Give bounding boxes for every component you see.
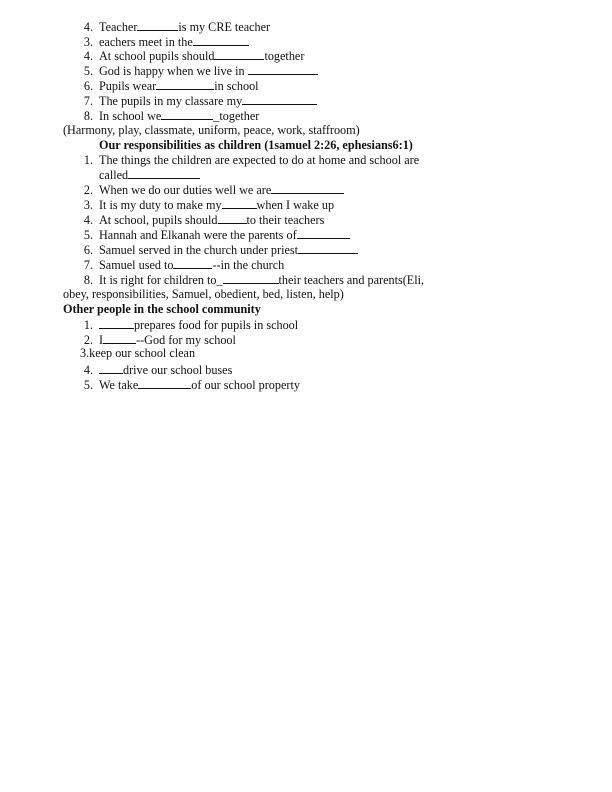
item-number: 8. bbox=[83, 273, 93, 287]
item-text: God is happy when we live in bbox=[99, 64, 248, 78]
item-text: --God for my school bbox=[136, 333, 236, 347]
question-item-continued bbox=[99, 167, 200, 182]
item-text: Hannah and Elkanah were the parents of bbox=[99, 228, 297, 242]
item-number: 5. bbox=[83, 378, 93, 392]
answer-blank[interactable] bbox=[138, 377, 191, 389]
answer-blank[interactable] bbox=[223, 272, 279, 284]
question-item bbox=[76, 362, 232, 377]
item-number: 3. bbox=[83, 35, 93, 49]
item-text: Samuel served in the church under priest bbox=[99, 243, 298, 257]
question-item bbox=[76, 182, 344, 197]
answer-blank[interactable] bbox=[242, 93, 317, 105]
item-text: --in the church bbox=[212, 258, 285, 272]
question-item bbox=[76, 78, 259, 93]
item-text: when I wake up bbox=[256, 198, 335, 212]
item-text: The things the children are expected to do at home and school are bbox=[99, 153, 420, 167]
item-text: It is my duty to make my bbox=[99, 198, 222, 212]
item-number: 2. bbox=[83, 183, 93, 197]
item-text: called bbox=[99, 168, 129, 182]
answer-blank[interactable] bbox=[214, 48, 264, 60]
item-number: 3. bbox=[83, 198, 93, 212]
question-item bbox=[80, 346, 195, 360]
question-item bbox=[76, 257, 284, 272]
item-number: 5. bbox=[83, 228, 93, 242]
item-number: 4. bbox=[83, 49, 93, 63]
item-text: In school we bbox=[99, 109, 162, 123]
item-text: Samuel used to bbox=[99, 258, 174, 272]
item-text: When we do our duties well we are bbox=[99, 183, 272, 197]
item-text: I bbox=[99, 333, 104, 347]
item-text: of our school property bbox=[191, 378, 300, 392]
answer-blank[interactable] bbox=[161, 108, 213, 120]
answer-blank[interactable] bbox=[298, 242, 358, 254]
item-text: _together bbox=[213, 109, 260, 123]
word-bank: obey, responsibilities, Samuel, obedient, bed, listen, help) bbox=[63, 287, 344, 301]
item-number: 2. bbox=[83, 333, 93, 347]
question-item bbox=[76, 153, 419, 167]
item-text: The pupils in my classare my bbox=[99, 94, 243, 108]
answer-blank[interactable] bbox=[99, 317, 134, 329]
question-item bbox=[76, 108, 259, 123]
item-text: drive our school buses bbox=[123, 363, 233, 377]
question-item bbox=[76, 227, 350, 242]
question-item bbox=[76, 377, 300, 392]
question-item bbox=[76, 63, 318, 78]
item-text: Teacher bbox=[99, 20, 138, 34]
answer-blank[interactable] bbox=[103, 332, 136, 344]
item-number: 7. bbox=[83, 94, 93, 108]
section-heading-responsibilities: Our responsibilities as children (1samuel 2:26, ephesians6:1) bbox=[99, 138, 413, 152]
answer-blank[interactable] bbox=[156, 78, 214, 90]
answer-blank[interactable] bbox=[248, 63, 318, 75]
item-number: 7. bbox=[83, 258, 93, 272]
answer-blank[interactable] bbox=[128, 167, 200, 179]
item-text: We take bbox=[99, 378, 139, 392]
answer-blank[interactable] bbox=[297, 227, 350, 239]
answer-blank[interactable] bbox=[271, 182, 344, 194]
item-number: 6. bbox=[83, 243, 93, 257]
answer-blank[interactable] bbox=[222, 197, 257, 209]
question-item bbox=[76, 272, 424, 287]
item-number: 6. bbox=[83, 79, 93, 93]
word-bank: (Harmony, play, classmate, uniform, peace, work, staffroom) bbox=[63, 123, 360, 137]
item-number: 4. bbox=[83, 20, 93, 34]
answer-blank[interactable] bbox=[173, 257, 212, 269]
item-text: 3.keep our school clean bbox=[80, 346, 196, 360]
section-heading-school-community: Other people in the school community bbox=[63, 302, 261, 316]
item-text: At school, pupils should bbox=[99, 213, 218, 227]
answer-blank[interactable] bbox=[193, 34, 249, 46]
question-item bbox=[76, 197, 334, 212]
question-item bbox=[76, 34, 249, 49]
question-item bbox=[76, 242, 358, 257]
answer-blank[interactable] bbox=[99, 362, 123, 374]
item-number: 4. bbox=[83, 363, 93, 377]
item-text: in school bbox=[214, 79, 259, 93]
question-item bbox=[76, 212, 324, 227]
answer-blank[interactable] bbox=[218, 212, 247, 224]
question-item bbox=[76, 317, 298, 332]
item-number: 1. bbox=[83, 153, 93, 167]
item-text: to their teachers bbox=[246, 213, 325, 227]
item-text: Pupils wear bbox=[99, 79, 157, 93]
item-text: is my CRE teacher bbox=[178, 20, 271, 34]
item-number: 8. bbox=[83, 109, 93, 123]
item-text: eachers meet in the bbox=[99, 35, 193, 49]
item-text: It is right for children to_ bbox=[99, 273, 223, 287]
answer-blank[interactable] bbox=[137, 19, 178, 31]
item-number: 5. bbox=[83, 64, 93, 78]
item-text: together bbox=[264, 49, 305, 63]
question-item bbox=[76, 332, 236, 347]
question-item bbox=[76, 93, 317, 108]
item-text: prepares food for pupils in school bbox=[134, 318, 299, 332]
item-text: At school pupils should bbox=[99, 49, 215, 63]
question-item bbox=[76, 19, 270, 34]
question-item bbox=[76, 48, 304, 63]
item-number: 4. bbox=[83, 213, 93, 227]
item-text: their teachers and parents(Eli, bbox=[278, 273, 425, 287]
item-number: 1. bbox=[83, 318, 93, 332]
